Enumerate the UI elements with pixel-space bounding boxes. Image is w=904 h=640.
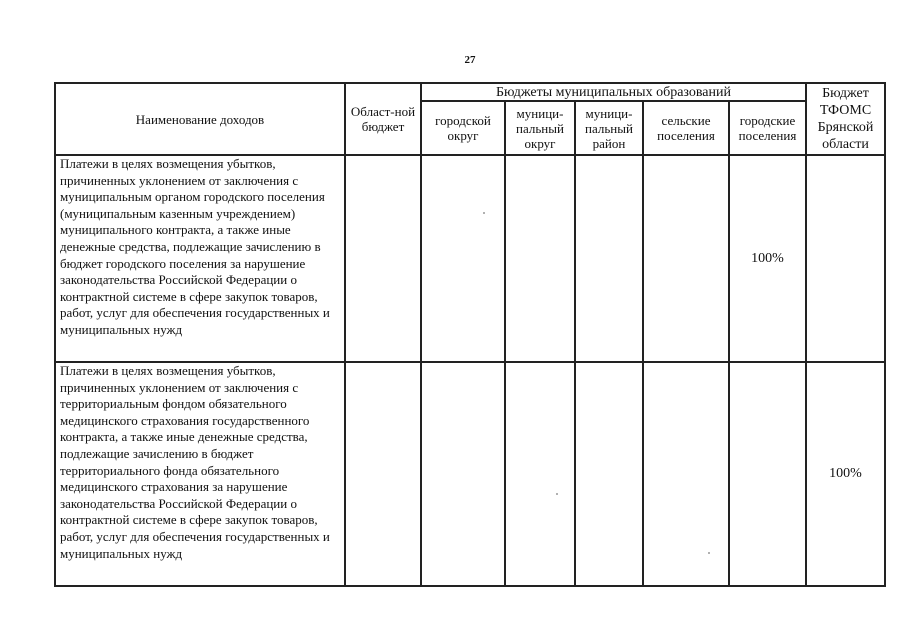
regional-cell — [345, 155, 421, 362]
municipal-district-cell — [505, 155, 575, 362]
tfoms-cell: 100% — [806, 362, 885, 586]
urban-settlements-cell: 100% — [729, 155, 806, 362]
header-municipal-budgets: Бюджеты муниципальных образований — [421, 83, 806, 101]
urban-district-cell — [421, 155, 505, 362]
municipal-district-cell — [505, 362, 575, 586]
revenue-distribution-table — [54, 82, 886, 587]
header-urban-district: городской округ — [421, 101, 505, 155]
header-income-name: Наименование доходов — [55, 83, 345, 155]
page-number: 27 — [464, 54, 476, 66]
header-rural-settlements: сельские поселения — [643, 101, 729, 155]
header-regional-budget: Област-ной бюджет — [345, 83, 421, 155]
header-urban-settlements: городские поселения — [729, 101, 806, 155]
rural-cell — [643, 362, 729, 586]
income-name-cell: Платежи в целях возмещения убытков, причиненных уклонением от заключения с муниципальным органом городского поселения (муниципальным казенным учреждением) муниципального контракта, а также иные денежные средства, подлежащие зачислению в бюджет городского поселения за нарушение законодательства Российской Федерации о контрактной системе в сфере закупок товаров, работ, услуг для обеспечения государственных и муниципальных нужд — [55, 155, 345, 362]
urban-district-cell — [421, 362, 505, 586]
tfoms-cell — [806, 155, 885, 362]
header-tfoms-budget: Бюджет ТФОМС Брянской области — [806, 83, 885, 155]
rural-cell — [643, 155, 729, 362]
table-row — [55, 362, 885, 586]
regional-cell — [345, 362, 421, 586]
scan-speck — [556, 493, 558, 495]
table-row — [55, 155, 885, 362]
income-name-cell: Платежи в целях возмещения убытков, причиненных уклонением от заключения с территориальным фондом обязательного медицинского страхования государственного контракта, а также иные денежные средства, подлежащие зачислению в бюджет территориального фонда обязательного медицинского страхования за нарушение законодательства Российской Федерации о контрактной системе в сфере закупок товаров, работ, услуг для обеспечения государственных и муниципальных нужд — [55, 362, 345, 586]
municipal-area-cell — [575, 155, 643, 362]
header-municipal-area: муници-пальный район — [575, 101, 643, 155]
municipal-area-cell — [575, 362, 643, 586]
header-municipal-district: муници-пальный округ — [505, 101, 575, 155]
scan-speck — [483, 212, 485, 214]
urban-settlements-cell — [729, 362, 806, 586]
scan-speck — [708, 552, 710, 554]
